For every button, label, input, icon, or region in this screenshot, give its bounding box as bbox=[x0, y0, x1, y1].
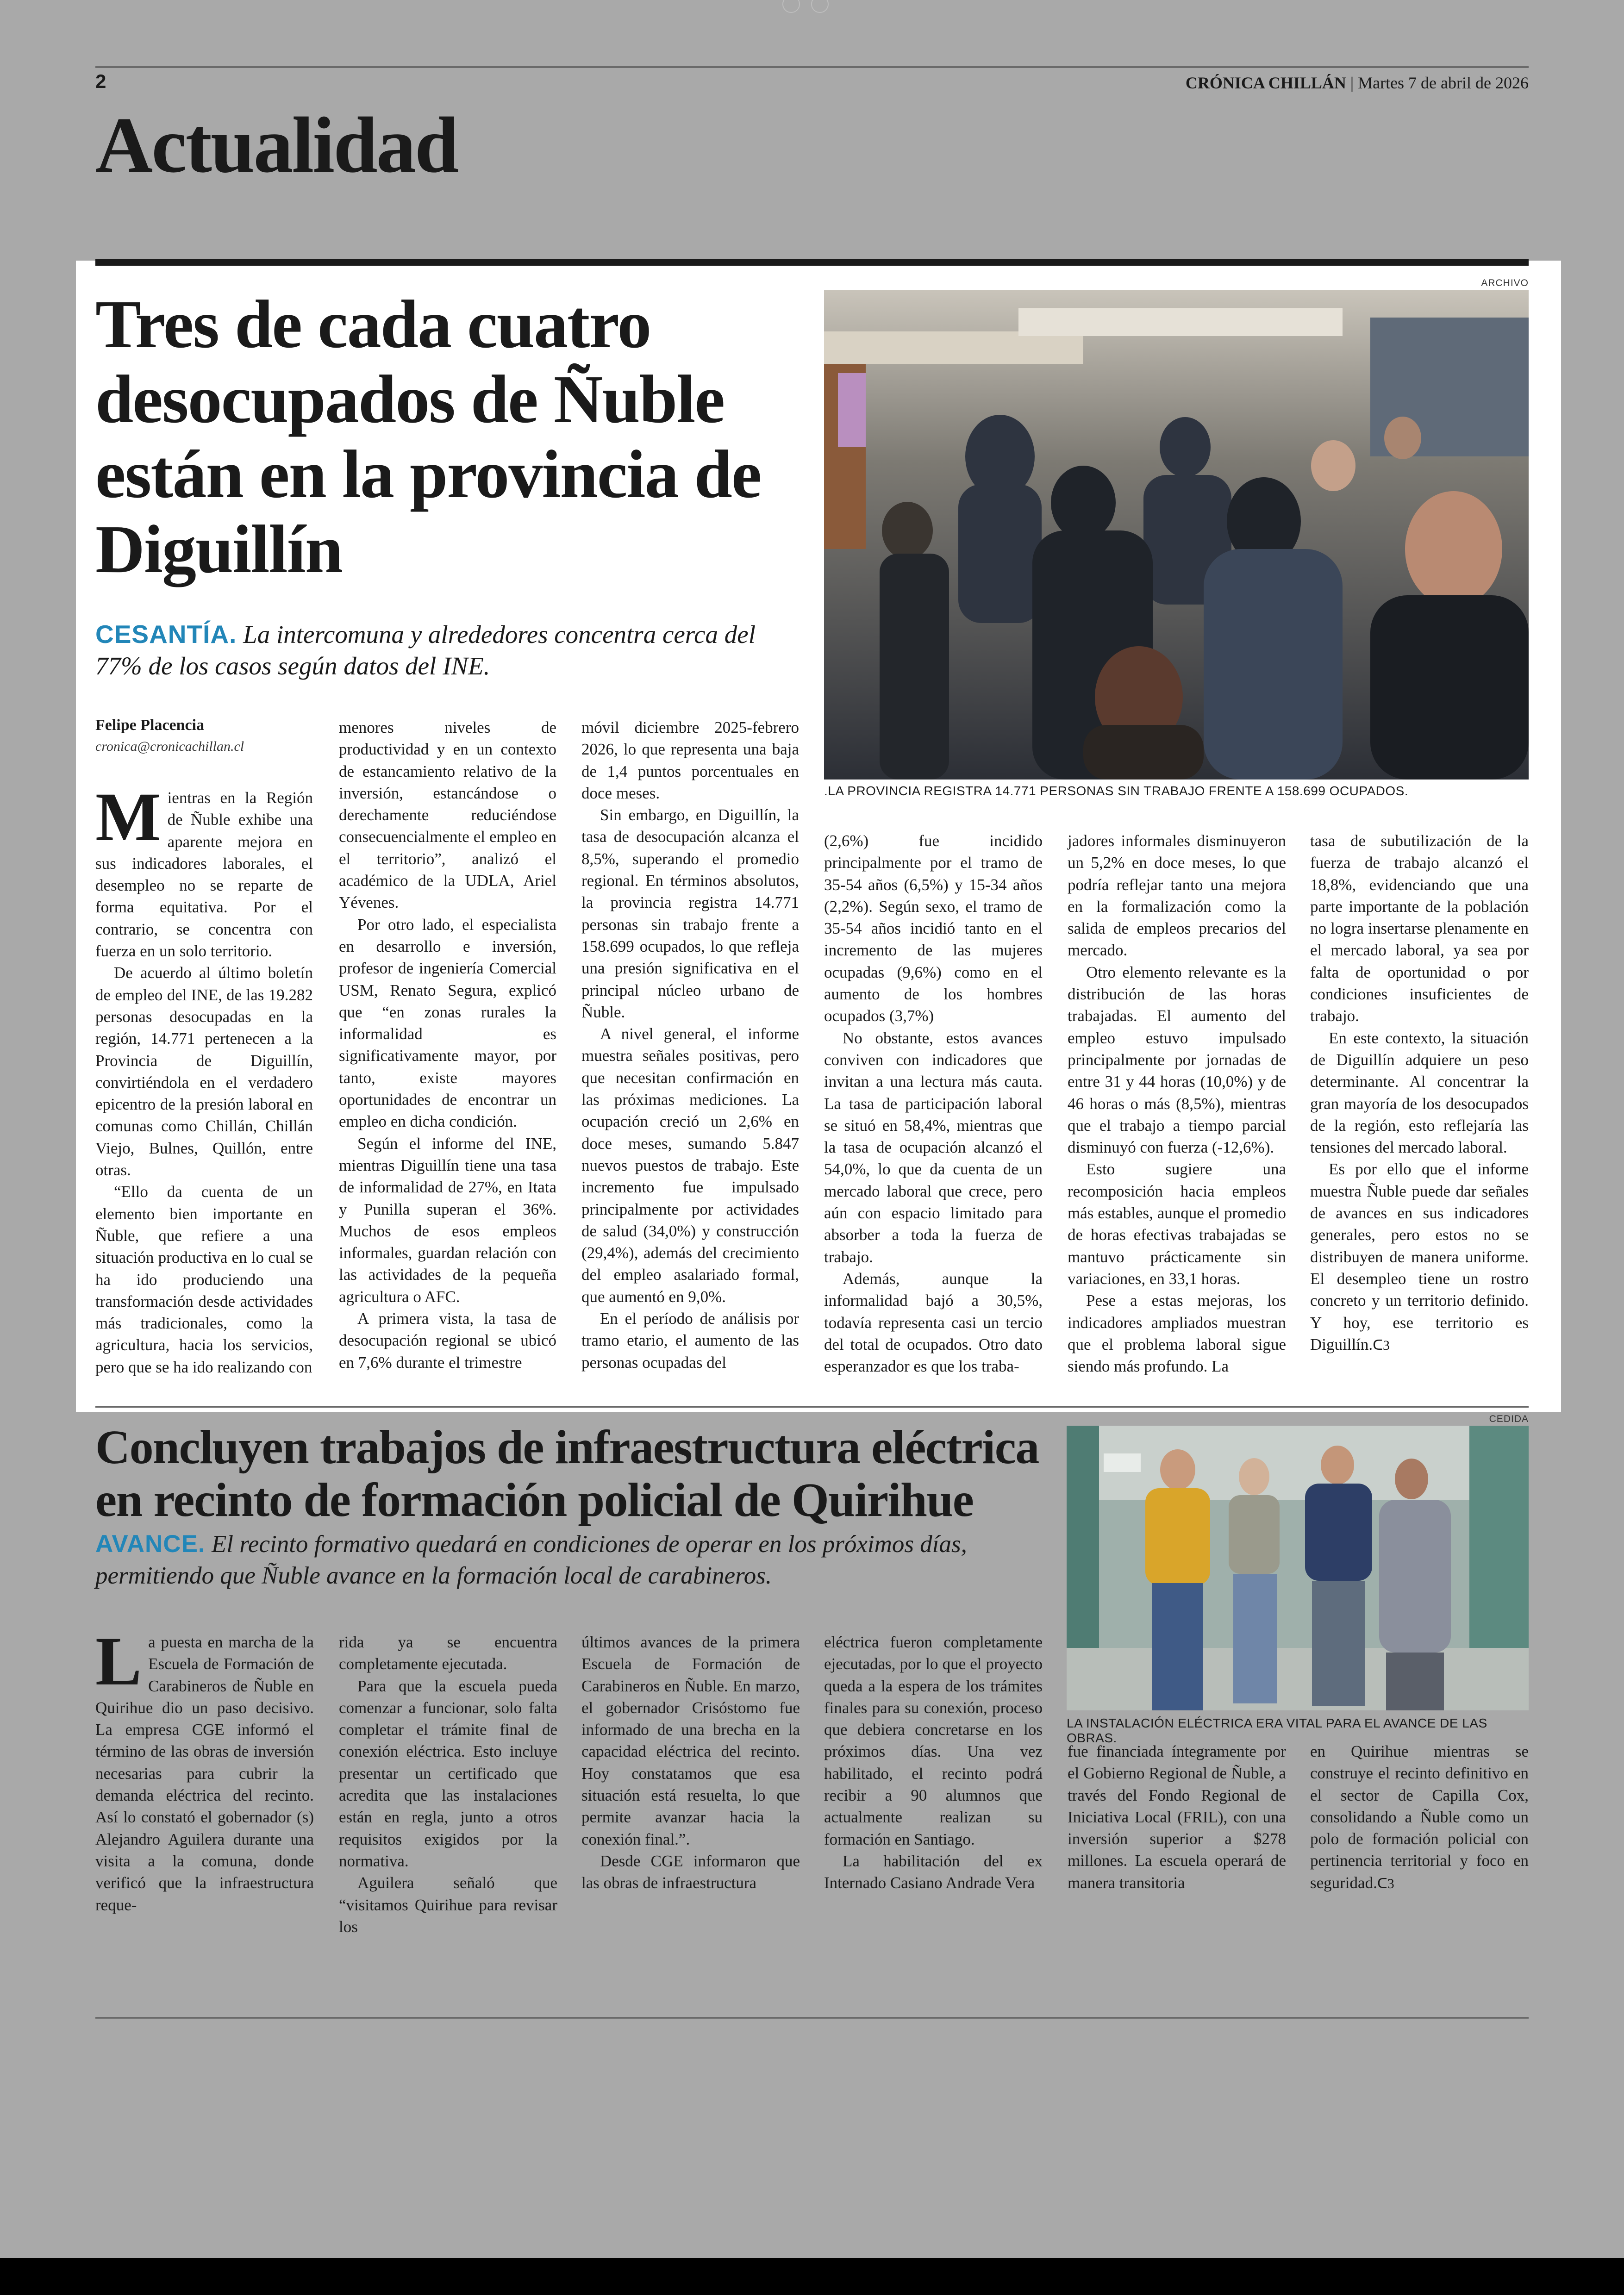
paragraph: Según el informe del INE, mientras Diguillín tiene una tasa de informalidad de 27%, en Itata y Punilla superan el 36%. Muchos de esos empleos informales, guardan relación con las actividades de la pequeña agricultura o AFC. bbox=[339, 1134, 556, 1306]
paragraph: a puesta en marcha de la Escuela de Formación de Carabineros de Ñuble en Quirihue dio un paso decisivo. La empresa CGE informó el término de las obras de inversión necesarias para cubrir la demanda eléctrica del recinto. Así lo constató el gobernador (s) Alejandro Aguilera durante una visita a la comuna, donde verificó que la infraestructura reque- bbox=[95, 1633, 314, 1914]
drop-cap: L bbox=[95, 1623, 142, 1700]
paragraph: últimos avances de la primera Escuela de Formación de Carabineros en Ñuble. En marzo, el gobernador Crisóstomo fue informado de una brecha en la capacidad eléctrica del recinto. Hoy constatamos que esa situación está resuelta, lo que permite avanzar hacia la conexión final.”. bbox=[581, 1633, 800, 1848]
paragraph: jadores informales disminuyeron un 5,2% en doce meses, lo que podría reflejar tanto una mejora en la formalización como la salida de empleos precarios del mercado. bbox=[1068, 832, 1286, 960]
article-2-column-5 bbox=[1068, 1740, 1286, 1894]
paragraph: Aguilera señaló que “visitamos Quirihue para revisar los bbox=[339, 1874, 557, 1936]
article-1-kicker: CESANTÍA. bbox=[95, 620, 237, 649]
article-2-column-1 bbox=[95, 1623, 314, 1916]
article-1-top-rule bbox=[95, 259, 1529, 266]
article-1-author: Felipe Placencia bbox=[95, 717, 205, 734]
paragraph: A nivel general, el informe muestra señales positivas, pero que necesitan confirmación en las próximas mediciones. La ocupación creció un 2,6% en doce meses, sumando 5.847 nuevos puestos de trabajo. Este incremento fue impulsado principalmente por actividades de salud (34,0%) y construcción (29,4%), además del crecimiento del empleo asalariado formal, que aumentó en 9,0%. bbox=[581, 1025, 799, 1306]
article-2-column-4 bbox=[824, 1631, 1043, 1894]
article-1-photo-caption: .LA PROVINCIA REGISTRA 14.771 PERSONAS SIN TRABAJO FRENTE A 158.699 OCUPADOS. bbox=[824, 784, 1409, 798]
paragraph: A primera vista, la tasa de desocupación regional se ubicó en 7,6% durante el trimestre bbox=[339, 1310, 556, 1372]
article-2-deck bbox=[95, 1528, 1058, 1591]
paragraph: (2,6%) fue incidido principalmente por el tramo de 35-54 años (6,5%) y 15-34 años (2,2%). Según sexo, el tramo de 35-54 años incidió tanto en el incremento de las mujeres ocupadas (9,6%) como en el aumento de los hombres ocupados (3,7%) bbox=[824, 832, 1043, 1025]
paragraph: Desde CGE informaron que las obras de infraestructura bbox=[581, 1852, 800, 1892]
article-1-email: cronica@cronicachillan.cl bbox=[95, 739, 244, 754]
masthead bbox=[1186, 73, 1529, 93]
article-2-photo bbox=[1067, 1426, 1529, 1710]
section-title: Actualidad bbox=[95, 101, 458, 189]
paragraph: Esto sugiere una recomposición hacia empleos más estables, aunque el promedio de horas efectivas trabajadas se mantuvo prácticamente sin variaciones, en 33,1 horas. bbox=[1068, 1160, 1286, 1288]
masthead-date: Martes 7 de abril de 2026 bbox=[1358, 74, 1529, 92]
end-mark-icon: ᑕ3 bbox=[1373, 1337, 1390, 1353]
paragraph: ientras en la Región de Ñuble exhibe una aparente mejora en sus indicadores laborales, el desempleo no se reparte de forma equitativa. Por el contrario, se concentra con fuerza en un solo territorio. bbox=[95, 789, 313, 960]
paragraph: Por otro lado, el especialista en desarrollo e inversión, profesor de ingeniería Comercial USM, Renato Segura, explicó que “en zonas rurales la informalidad es significativamente mayor, por tanto, existe mayores oportunidades de encontrar un empleo en dicha condición. bbox=[339, 915, 556, 1131]
article-2-column-6 bbox=[1310, 1740, 1529, 1895]
paragraph: móvil diciembre 2025-febrero 2026, lo que representa una baja de 1,4 puntos porcentuales en doce meses. bbox=[581, 718, 799, 802]
paragraph: La habilitación del ex Internado Casiano Andrade Vera bbox=[824, 1852, 1043, 1892]
article-divider bbox=[95, 1406, 1529, 1408]
page-number: 2 bbox=[95, 70, 106, 92]
article-2-deck-text: El recinto formativo quedará en condiciones de operar en los próximos días, permitiendo que Ñuble avance en la formación local de carabineros. bbox=[95, 1531, 967, 1589]
article-1-deck bbox=[95, 618, 808, 682]
paragraph: en Quirihue mientras se construye el recinto definitivo en el sector de Capilla Cox, consolidando a Ñuble como un polo de formación policial con pertinencia territorial y foco en seguridad. bbox=[1310, 1742, 1529, 1892]
article-1-column-3 bbox=[581, 717, 799, 1373]
article-1-column-1 bbox=[95, 779, 313, 1378]
article-2-headline: Concluyen trabajos de infraestructura eléctrica en recinto de formación policial de Quirihue bbox=[95, 1421, 1039, 1527]
paragraph: “Ello da cuenta de un elemento bien importante en Ñuble, que refiere a una situación productiva en lo cual se ha ido produciendo una transformación desde actividades más tradicionales, como la agricultura, hacia los servicios, pero que se ha ido realizando con bbox=[95, 1183, 313, 1376]
paragraph: No obstante, estos avances conviven con indicadores que invitan a una lectura más cauta. La tasa de participación laboral se situó en 58,4%, mientras que la tasa de ocupación alcanzó el 54,0%, lo que da cuenta de un mercado laboral que crece, pero aún con espacio limitado para absorber a toda la fuerza de trabajo. bbox=[824, 1029, 1043, 1266]
article-2-column-2 bbox=[339, 1631, 557, 1938]
article-2-kicker: AVANCE. bbox=[95, 1530, 206, 1558]
paragraph: Pese a estas mejoras, los indicadores ampliados muestran que el problema laboral sigue siendo más profundo. La bbox=[1068, 1291, 1286, 1376]
paragraph: Es por ello que el informe muestra Ñuble puede dar señales de avances en sus indicadores generales, pero estos no se distribuyen de manera uniforme. El desempleo tiene un rostro concreto y un territorio definido. Y hoy, ese territorio es Diguillín. bbox=[1310, 1160, 1529, 1353]
article-2-photo-credit: CEDIDA bbox=[1489, 1414, 1529, 1424]
article-1-deck-text: La intercomuna y alrededores concentra cerca del 77% de los casos según datos del INE. bbox=[95, 620, 756, 680]
masthead-name: CRÓNICA CHILLÁN bbox=[1185, 74, 1346, 92]
end-mark-icon: ᑕ3 bbox=[1377, 1876, 1394, 1891]
drop-cap: M bbox=[95, 779, 161, 855]
article-1-photo-credit: ARCHIVO bbox=[1481, 278, 1529, 288]
paragraph: rida ya se encuentra completamente ejecutada. bbox=[339, 1633, 557, 1673]
viewer-bottom-bar bbox=[0, 2258, 1624, 2295]
article-2-column-3 bbox=[581, 1631, 800, 1894]
paragraph: De acuerdo al último boletín de empleo del INE, de las 19.282 personas desocupadas en la región, 14.771 pertenecen a la Provincia de Diguillín, convirtiéndola en el verdadero epicentro de la presión laboral en comunas como Chillán, Chillán Viejo, Bulnes, Quillón, entre otras. bbox=[95, 964, 313, 1179]
article-1-column-2 bbox=[339, 717, 556, 1373]
article-1-column-5 bbox=[1068, 830, 1286, 1377]
paragraph: Sin embargo, en Diguillín, la tasa de desocupación alcanza el 8,5%, superando el promedio regional. En términos absolutos, la provincia registra 14.771 personas sin trabajo frente a 158.699 ocupados, lo que refleja una presión significativa en el principal núcleo urbano de Ñuble. bbox=[581, 806, 799, 1021]
masthead-separator: | bbox=[1346, 74, 1358, 92]
paragraph: Para que la escuela pueda comenzar a funcionar, solo falta completar el trámite final de conexión eléctrica. Esto incluye presentar un certificado que acredita que las instalaciones están en regla, junto a otros requisitos exigidos por la normativa. bbox=[339, 1677, 557, 1870]
paragraph: menores niveles de productividad y en un contexto de estancamiento relativo de la inversión, estancándose o derechamente reduciéndose consecuencialmente el empleo en el territorio”, analizó el académico de la UDLA, Ariel Yévenes. bbox=[339, 718, 556, 912]
paragraph: Además, aunque la informalidad bajó a 30,5%, todavía representa casi un tercio del total de ocupados. Otro dato esperanzador es que los traba- bbox=[824, 1269, 1043, 1376]
article-1-photo bbox=[824, 290, 1529, 780]
page-indicator-dots bbox=[782, 0, 843, 13]
article-1-column-6 bbox=[1310, 830, 1529, 1356]
article-1-byline bbox=[95, 717, 313, 755]
article-1-headline: Tres de cada cuatro desocupados de Ñuble están en la provincia de Diguillín bbox=[95, 287, 761, 587]
article-1-column-4 bbox=[824, 830, 1043, 1377]
paragraph: Otro elemento relevante es la distribución de las horas trabajadas. El aumento del empleo estuvo impulsado principalmente por jornadas de entre 31 y 44 horas (10,0%) y de 46 horas o más (8,5%), mientras que el trabajo a tiempo parcial disminuyó con fuerza (-12,6%). bbox=[1068, 963, 1286, 1157]
paragraph: eléctrica fueron completamente ejecutadas, por lo que el proyecto queda a la espera de los trámites finales para su conexión, proceso que debiera concretarse en los próximos días. Una vez habilitado, el recinto podrá recibir a 90 alumnos que actualmente realizan su formación en Santiago. bbox=[824, 1633, 1043, 1848]
bottom-rule bbox=[95, 2017, 1529, 2019]
paragraph: fue financiada íntegramente por el Gobierno Regional de Ñuble, a través del Fondo Regional de Iniciativa Local (FRIL), con una inversión superior a $278 millones. La escuela operará de manera transitoria bbox=[1068, 1742, 1286, 1892]
crowd-photo-illustration bbox=[824, 290, 1529, 780]
paragraph: En este contexto, la situación de Diguillín adquiere un peso determinante. Al concentrar la gran mayoría de los desocupados de la región, esto reflejaría las tensiones del mercado laboral. bbox=[1310, 1029, 1529, 1157]
article-2-photo-caption: LA INSTALACIÓN ELÉCTRICA ERA VITAL PARA EL AVANCE DE LAS OBRAS. bbox=[1067, 1716, 1487, 1745]
paragraph: tasa de subutilización de la fuerza de trabajo alcanzó el 18,8%, evidenciando que una parte importante de la población no logra insertarse plenamente en el mercado laboral, ya sea por falta de oportunidad o por condiciones insuficientes de trabajo. bbox=[1310, 832, 1529, 1025]
officials-photo-illustration bbox=[1067, 1426, 1529, 1710]
header-rule bbox=[95, 66, 1529, 68]
paragraph: En el período de análisis por tramo etario, el aumento de las personas ocupadas del bbox=[581, 1310, 799, 1372]
